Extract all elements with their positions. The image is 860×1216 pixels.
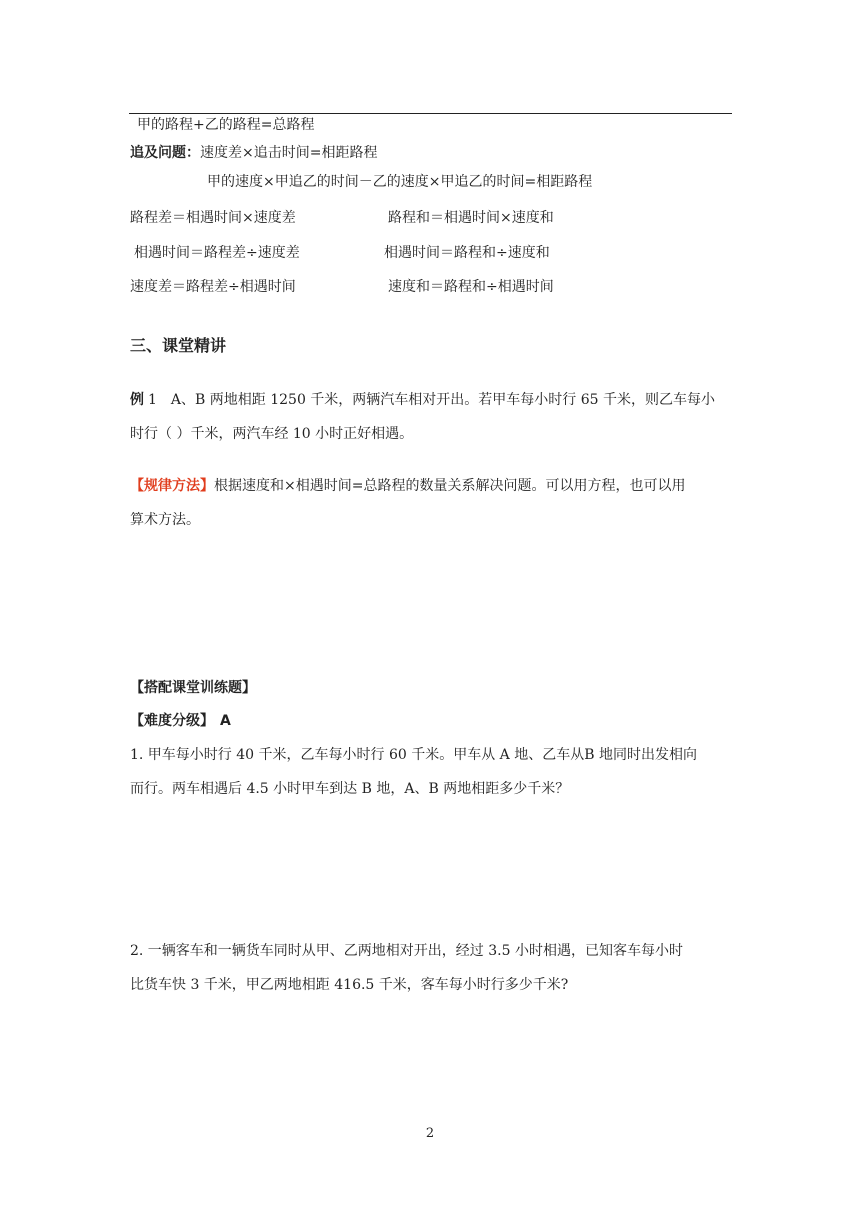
example-label: 例 (130, 392, 144, 408)
formula-right-1: 路程和＝相遇时间×速度和 (388, 210, 554, 226)
chase-line1: 速度差×追击时间=相距路程 (200, 145, 378, 161)
formula-left-3: 速度差＝路程差÷相遇时间 (130, 279, 296, 295)
question-1-line2: 而行。两车相遇后 4.5 小时甲车到达 B 地，A、B 两地相距多少千米？ (130, 781, 570, 797)
formula-total-path: 甲的路程+乙的路程=总路程 (137, 117, 315, 133)
question-2-line1: 2. 一辆客车和一辆货车同时从甲、乙两地相对开出，经过 3.5 小时相遇，已知客车每小时 (130, 943, 683, 959)
difficulty-value: A (220, 713, 231, 729)
chase-formula-line (130, 143, 377, 163)
question-1-line1: 1. 甲车每小时行 40 千米，乙车每小时行 60 千米。甲车从 A 地、乙车从B 地同时出发相向 (130, 747, 697, 763)
chase-label: 追及问题 (130, 145, 186, 161)
difficulty-line (130, 711, 231, 731)
section-title: 三、课堂精讲 (130, 336, 227, 355)
method-line1 (130, 476, 685, 496)
example-text1: A、B 两地相距 1250 千米，两辆汽车相对开出。若甲车每小时行 65 千米，则乙车每小 (170, 392, 716, 408)
formula-right-2: 相遇时间＝路程和÷速度和 (384, 245, 550, 261)
method-text1: 根据速度和×相遇时间=总路程的数量关系解决问题。可以用方程，也可以用 (214, 478, 686, 494)
chase-line2: 甲的速度×甲追乙的时间－乙的速度×甲追乙的时间=相距路程 (207, 174, 593, 190)
formula-left-2: 相遇时间＝路程差÷速度差 (134, 245, 300, 261)
practice-heading: 【搭配课堂训练题】 (130, 680, 256, 696)
method-label: 【规律方法】 (130, 478, 214, 494)
formula-left-1: 路程差＝相遇时间×速度差 (130, 210, 296, 226)
chase-colon: ： (186, 145, 200, 161)
formula-right-3: 速度和＝路程和÷相遇时间 (388, 279, 554, 295)
question-2-line2: 比货车快 3 千米，甲乙两地相距 416.5 千米，客车每小时行多少千米? (130, 977, 569, 993)
page-number: 2 (425, 1126, 435, 1141)
example-number: 1 (148, 392, 157, 408)
example-line1 (130, 390, 715, 410)
difficulty-label: 【难度分级】 (130, 713, 214, 729)
example-line2: 时行（ ）千米，两汽车经 10 小时正好相遇。 (130, 426, 414, 442)
header-rule (129, 113, 732, 114)
method-line2: 算术方法。 (130, 512, 200, 528)
